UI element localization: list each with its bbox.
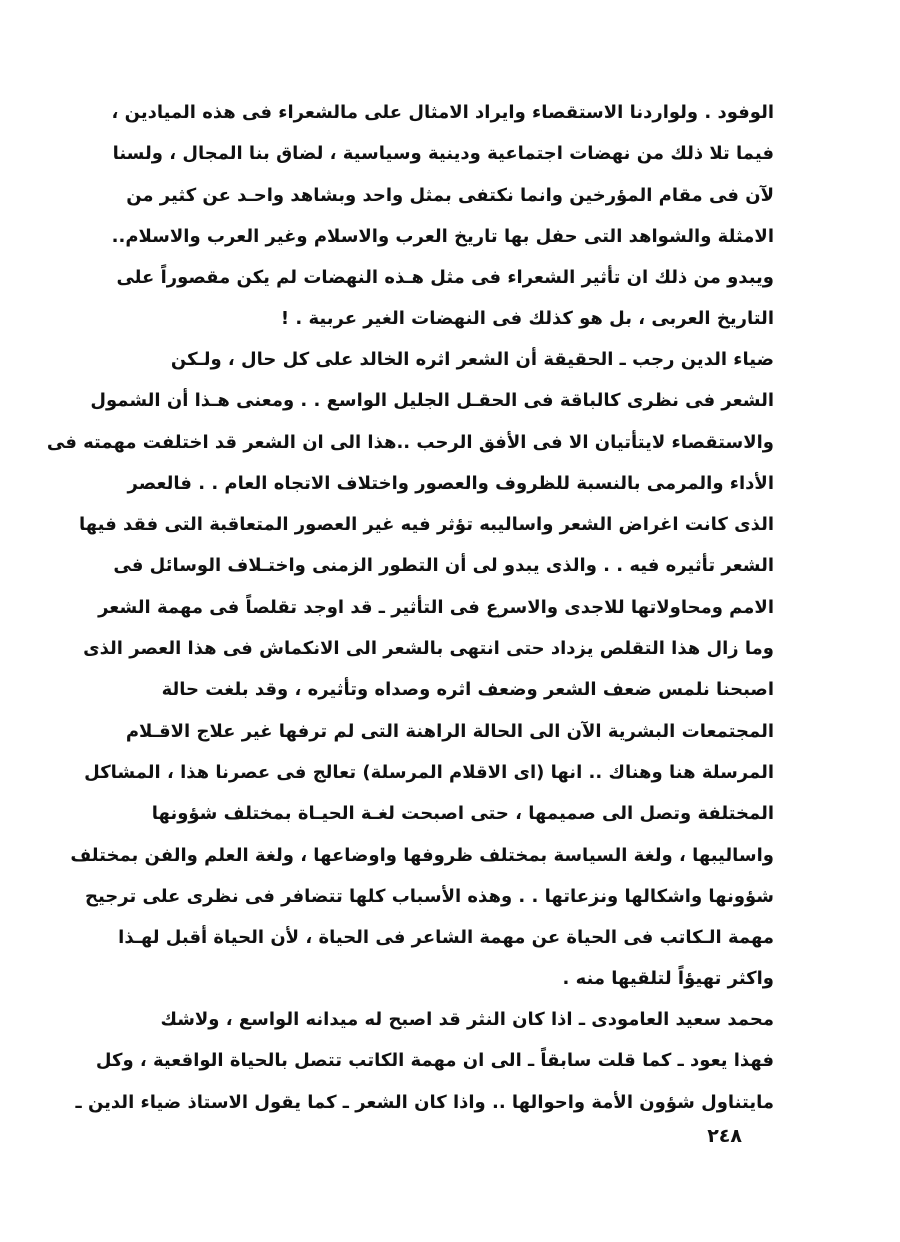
text-line: الامم ومحاولاتها للاجدى والاسرع فى التأثير ـ قد اوجد تقلصاً فى مهمة الشعر [98,596,774,618]
text-line: الوفود . ولواردنا الاستقصاء وايراد الامثال على مالشعراء فى هذه الميادين ، [111,102,774,123]
text-line: فهذا يعود ـ كما قلت سابقاً ـ الى ان مهمة الكاتب تتصل بالحياة الواقعية ، وكل [95,1050,774,1072]
text-line: المرسلة هنا وهناك .. انها (اى الاقلام المرسلة) تعالج فى عصرنا هذا ، المشاكل [84,761,774,783]
paragraph-3 [75,999,774,1123]
page-number: ٢٤٨ [707,1125,742,1147]
text-line: ضياء الدين رجب ـ الحقيقة أن الشعر اثره الخالد على كل حال ، ولـكن [170,349,774,370]
text-line: التاريخ العربى ، بل هو كذلك فى النهضات الغير عربية . ! [280,308,774,330]
text-line: الأداء والمرمى بالنسبة للظروف والعصور واختلاف الاتجاه العام . . فالعصر [127,472,774,494]
text-line: مايتناول شؤون الأمة واحوالها .. واذا كان الشعر ـ كما يقول الاستاذ ضياء الدين ـ [75,1091,774,1113]
text-line: مهمة الـكاتب فى الحياة عن مهمة الشاعر فى الحياة ، لأن الحياة أقبل لهـذا [118,927,774,949]
text-line: والاستقصاء لايتأتيان الا فى الأفق الرحب ..هذا الى ان الشعر قد اختلفت مهمته فى [46,431,774,453]
text-line: الامثلة والشواهد التى حفل بها تاريخ العرب والاسلام وغير العرب والاسلام.. [111,225,774,247]
text-line: ويبدو من ذلك ان تأثير الشعراء فى مثل هـذه النهضات لم يكن مقصوراً على [116,267,774,289]
text-line: المختلفة وتصل الى صميمها ، حتى اصبحت لغـة الحيـاة بمختلف شؤونها [151,803,774,825]
text-line: لآن فى مقام المؤرخين وانما نكتفى بمثل واحد وبشاهد واحـد عن كثير من [126,184,774,206]
text-line: فيما تلا ذلك من نهضات اجتماعية ودينية وسياسية ، لضاق بنا المجال ، ولسنا [112,143,774,165]
text-line: المجتمعات البشرية الآن الى الحالة الراهنة التى لم ترفها غير علاج الاقـلام [125,720,774,742]
text-line: الشعر تأثيره فيه . . والذى يبدو لى أن التطور الزمنى واختـلاف الوسائل فى [113,555,774,577]
text-line: واكثر تهيؤاً لتلقيها منه . [562,968,774,990]
paragraph-2 [46,339,774,1000]
text-line: وما زال هذا التقلص يزداد حتى انتهى بالشعر الى الانكماش فى هذا العصر الذى [83,638,774,660]
text-line: محمد سعيد العامودى ـ اذا كان النثر قد اصبح له ميدانه الواسع ، ولاشك [160,1009,774,1030]
text-line: شؤونها واشكالها ونزعاتها . . وهذه الأسباب كلها تتضافر فى نظرى على ترجيح [84,885,774,907]
text-line: اصبحنا نلمس ضعف الشعر وضعف اثره وصداه وتأثيره ، وقد بلغت حالة [161,679,774,701]
text-line: الذى كانت اغراض الشعر واساليبه تؤثر فيه غير العصور المتعاقبة التى فقد فيها [79,514,774,536]
text-line: واساليبها ، ولغة السياسة بمختلف ظروفها واوضاعها ، ولغة العلم والفن بمختلف [70,844,774,866]
text-line: الشعر فى نظرى كالباقة فى الحقـل الجليل الواسع . . ومعنى هـذا أن الشمول [90,390,774,412]
paragraph-1 [111,92,774,340]
